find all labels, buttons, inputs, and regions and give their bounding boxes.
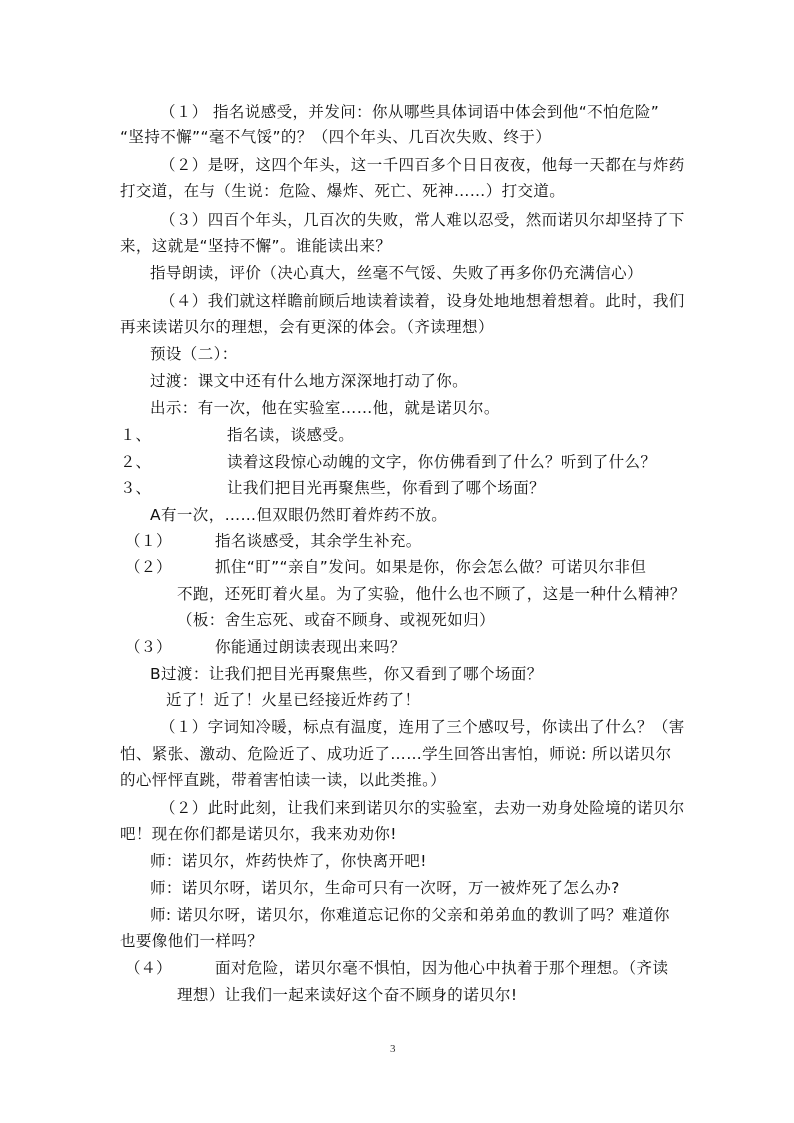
list-marker: （１）: [125, 532, 172, 550]
text-line: 近了！近了！火星已经接近炸药了！: [166, 691, 421, 709]
list-marker: （３）: [125, 638, 172, 656]
text-line: 的心怦怦直跳，带着害怕读一读，以此类推。）: [120, 771, 447, 789]
text-line: 再来读诺贝尔的理想，会有更深的体会。（齐读理想）: [120, 318, 494, 336]
text-line: （板：舍生忘死、或奋不顾身、或视死如归）: [177, 611, 496, 629]
text-line: B过渡：让我们把目光再聚焦些，你又看到了哪个场面？: [150, 665, 543, 683]
text-line: 面对危险，诺贝尔毫不惧怕，因为他心中执着于那个理想。（齐读: [215, 959, 669, 977]
text-line: 你能通过朗读表现出来吗？: [215, 638, 406, 656]
text-line: （１）字词知冷暖，标点有温度，连用了三个感叹号，你读出了什么？（害: [160, 718, 685, 736]
text-line: 师：诺贝尔呀，诺贝尔，生命可只有一次呀，万一被炸死了怎么办?: [150, 879, 620, 897]
text-line: （２）是呀，这四个年头，这一千四百多个日日夜夜，他每一天都在与炸药: [160, 156, 685, 174]
text-line: （１） 指名说感受，并发问：你从哪些具体词语中体会到他“不怕危险”: [160, 103, 660, 121]
text-line: （２）此时此刻，让我们来到诺贝尔的实验室，去劝一劝身处险境的诺贝尔: [160, 799, 685, 817]
text-line: 也要像他们一样吗？: [120, 932, 264, 950]
text-line: “坚持不懈”“毫不气馁”的？（四个年头、几百次失败、终于）: [120, 128, 552, 146]
text-line: （３）四百个年头，几百次的失败，常人难以忍受，然而诺贝尔却坚持了下: [160, 211, 685, 229]
text-line: 指导朗读，评价（决心真大，丝毫不气馁、失败了再多你仍充满信心）: [150, 264, 643, 282]
list-marker: １、: [120, 426, 152, 444]
text-line: A有一次，……但双眼仍然盯着炸药不放。: [150, 506, 448, 524]
text-line: 过渡：课文中还有什么地方深深地打动了你。: [150, 372, 469, 390]
text-line: （４）我们就这样瞻前顾后地读着读着，设身处地地想着想着。此时，我们: [160, 292, 685, 310]
list-marker: ２、: [120, 453, 152, 471]
text-line: 不跑，还死盯着火星。为了实验，他什么也不顾了，这是一种什么精神？: [177, 585, 686, 603]
text-line: 指名谈感受，其余学生补充。: [215, 532, 422, 550]
text-line: 指名读，谈感受。: [227, 426, 355, 444]
text-line: 怕、紧张、激动、危险近了、成功近了……学生回答出害怕，师说: 所以诺贝尔: [120, 745, 672, 763]
list-marker: ３、: [120, 479, 152, 497]
text-line: 理想）让我们一起来读好这个奋不顾身的诺贝尔!: [177, 986, 518, 1004]
list-marker: （４）: [125, 959, 172, 977]
page-number: 3: [390, 1043, 396, 1055]
list-marker: （２）: [125, 558, 172, 576]
text-line: 让我们把目光再聚焦些，你看到了哪个场面？: [227, 479, 546, 497]
text-line: 抓住“盯”“亲自”发问。如果是你，你会怎么做？可诺贝尔非但: [215, 558, 647, 576]
text-line: 读着这段惊心动魄的文字，你仿佛看到了什么？听到了什么？: [227, 453, 657, 471]
text-line: 来，这就是“坚持不懈”。谁能读出来？: [120, 237, 392, 255]
text-line: 打交道，在与（生说：危险、爆炸、死亡、死神……）打交道。: [120, 182, 566, 200]
text-line: 吧！现在你们都是诺贝尔，我来劝劝你!: [120, 825, 397, 843]
text-line: 师：诺贝尔，炸药快炸了，你快离开吧!: [150, 852, 427, 870]
text-line: 预设（二）：: [150, 345, 238, 363]
text-line: 师: 诺贝尔呀，诺贝尔，你难道忘记你的父亲和弟弟血的教训了吗？难道你: [150, 906, 670, 924]
text-line: 出示：有一次，他在实验室……他，就是诺贝尔。: [150, 399, 500, 417]
